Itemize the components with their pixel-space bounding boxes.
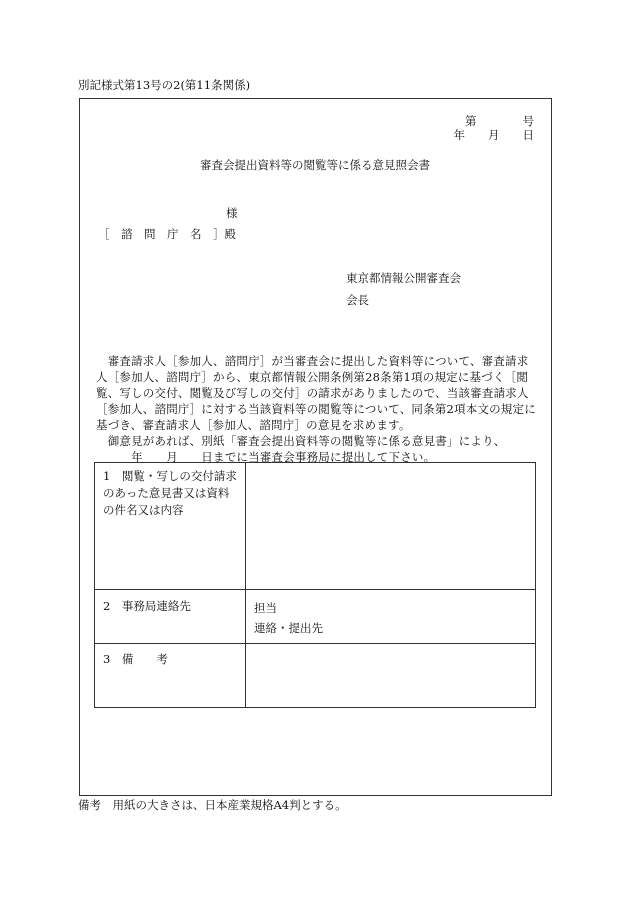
body-line: 基づき、審査請求人［参加人、諮問庁］の意見を求めます。 [96, 418, 411, 432]
document-title: 審査会提出資料等の閲覧等に係る意見照会書 [200, 158, 430, 172]
date-label: 年 月 日 [453, 128, 534, 142]
body-line: 人［参加人、諮問庁］から、東京都情報公開条例第28条第1項の規定に基づく［閲 [96, 370, 529, 384]
table-row [95, 463, 536, 590]
row1-label-cell [95, 463, 246, 590]
body-line: 覧、写しの交付、閲覧及び写しの交付］の請求がありましたので、当該審査請求人 [96, 386, 529, 400]
row3-label: 3 備 考 [103, 652, 168, 666]
sender-role: 会長 [346, 293, 369, 307]
sender-org: 東京都情報公開審査会 [346, 271, 461, 285]
contact-person-label: 担当 [254, 601, 277, 615]
table-row [95, 590, 536, 644]
row2-label: 2 事務局連絡先 [103, 599, 191, 613]
body-line: 御意見があれば、別紙「審査会提出資料等の閲覧等に係る意見書」により、 [96, 434, 506, 448]
table-row [95, 644, 536, 708]
footnote: 備考 用紙の大きさは、日本産業規格A4判とする。 [78, 798, 347, 812]
form-number-label: 別記様式第13号の2(第11条関係) [78, 78, 251, 92]
addressee-sama: 様 [226, 206, 238, 220]
addressee-agency: ［ 諮 問 庁 名 ］殿 [98, 227, 236, 241]
document-number-label: 第 号 [465, 114, 534, 128]
row2-content-cell[interactable] [246, 590, 536, 644]
row1-content-cell[interactable] [246, 463, 536, 590]
row3-label-cell [95, 644, 246, 708]
body-line: 審査請求人［参加人、諮問庁］が当審査会に提出した資料等について、審査請求 [96, 354, 529, 368]
row3-content-cell[interactable] [246, 644, 536, 708]
row1-label-line: のあった意見書又は資料 [103, 486, 230, 500]
row2-label-cell [95, 590, 246, 644]
contact-destination-label: 連絡・提出先 [254, 621, 323, 635]
body-paragraph [96, 353, 540, 465]
info-table [94, 462, 536, 708]
row1-label-line: の件名又は内容 [103, 503, 184, 517]
body-line: ［参加人、諮問庁］に対する当該資料等の閲覧等について、同条第2項本文の規定に [96, 402, 536, 416]
row1-label-line: 1 閲覧・写しの交付請求 [103, 469, 237, 483]
body-line: 年 月 日までに当審査会事務局に提出して下さい。 [96, 450, 436, 464]
